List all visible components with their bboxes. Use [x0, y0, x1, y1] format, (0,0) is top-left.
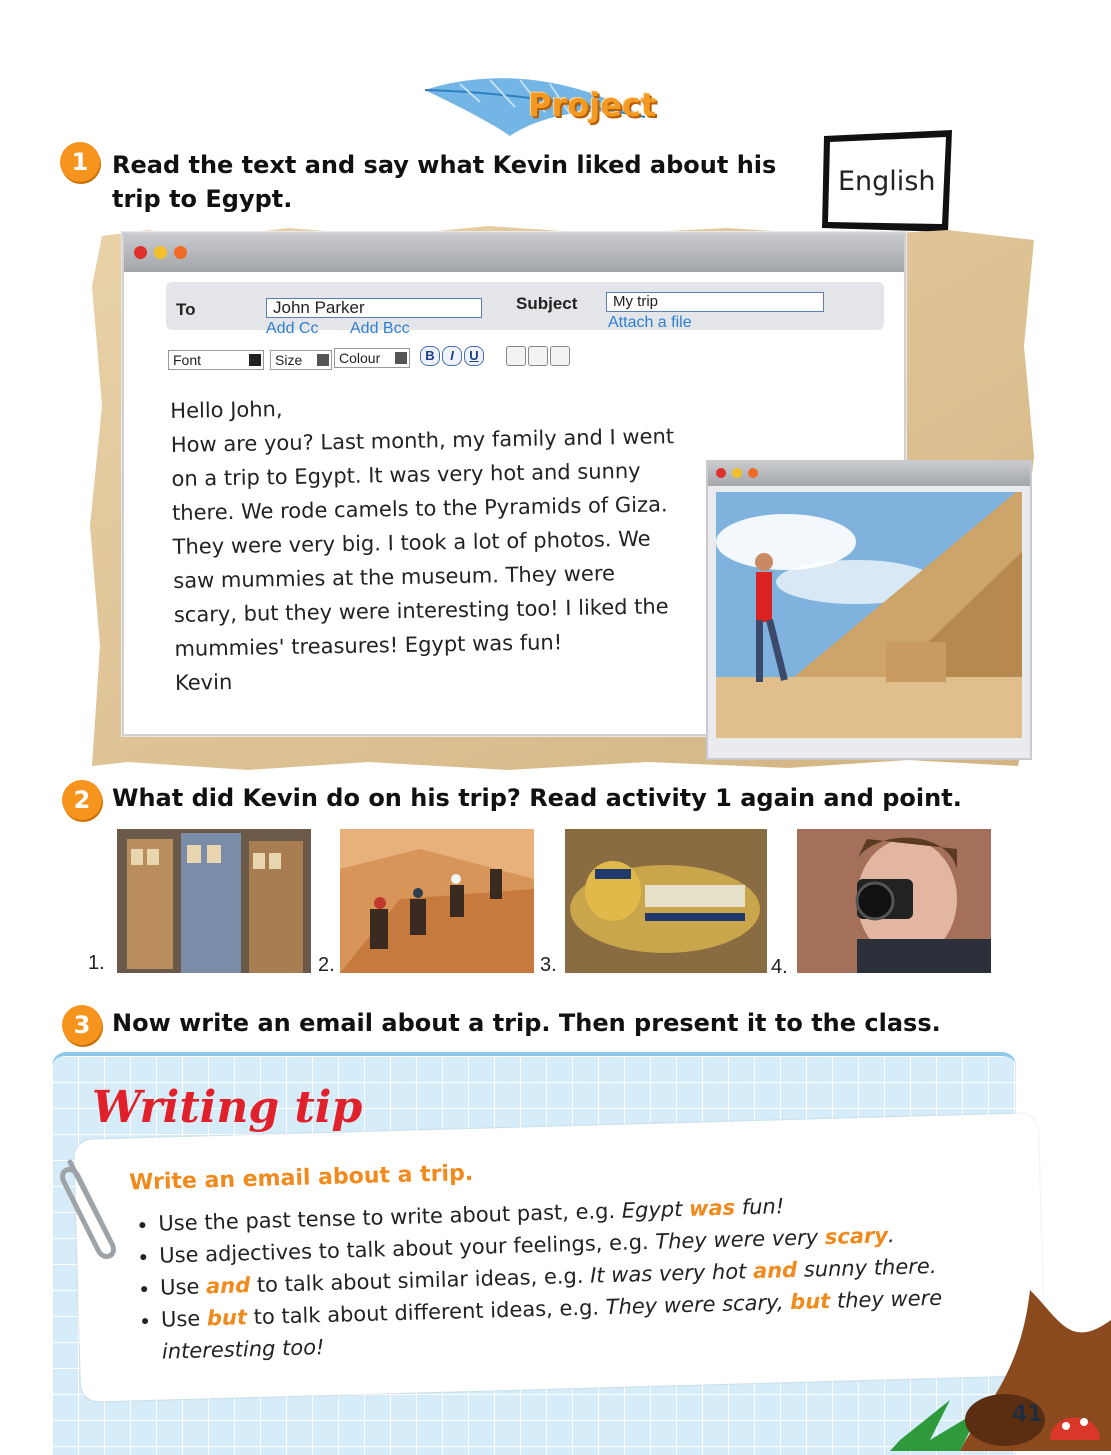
- subject-label: Subject: [516, 294, 578, 313]
- add-bcc-link[interactable]: Add Bcc: [350, 320, 410, 337]
- tip-example: They were very: [654, 1225, 826, 1254]
- size-select-label: Size: [275, 352, 303, 368]
- instruction-line: trip to Egypt.: [112, 185, 293, 213]
- email-line: Kevin: [174, 669, 233, 695]
- italic-button[interactable]: I: [442, 346, 462, 366]
- to-label: To: [176, 300, 196, 319]
- tip-highlight: but: [206, 1305, 248, 1331]
- underline-button[interactable]: U: [464, 346, 484, 366]
- tip-text: to talk about different ideas, e.g.: [246, 1295, 607, 1330]
- writing-tip-list: [134, 1184, 1022, 1369]
- font-select-label: Font: [173, 352, 202, 368]
- dropdown-icon: [317, 354, 329, 366]
- email-header-panel: [166, 282, 884, 337]
- bold-button[interactable]: B: [420, 346, 440, 366]
- close-window-icon[interactable]: [134, 246, 147, 259]
- window-titlebar: [124, 234, 904, 272]
- tip-highlight: and: [205, 1273, 251, 1299]
- align-left-icon[interactable]: [506, 346, 526, 366]
- dropdown-icon: [249, 354, 261, 366]
- add-cc-link[interactable]: Add Cc: [266, 320, 319, 337]
- activity-instruction: [112, 148, 776, 216]
- photo-number: 2.: [318, 954, 335, 976]
- page-title: Project: [528, 86, 657, 124]
- tip-example: .: [887, 1223, 895, 1248]
- activity-number-badge: 2: [62, 780, 102, 820]
- colour-select-label: Colour: [339, 350, 381, 366]
- tip-highlight: and: [752, 1257, 798, 1284]
- dropdown-icon: [395, 352, 407, 364]
- pyramid-photo: [716, 492, 1022, 738]
- photo-attachment-window: [706, 460, 1032, 760]
- tip-highlight: scary: [824, 1223, 889, 1250]
- boy-with-camera-photo[interactable]: [797, 829, 991, 973]
- tip-highlight: but: [789, 1288, 831, 1315]
- to-field[interactable]: John Parker: [266, 298, 482, 318]
- photo-number: 1.: [88, 952, 105, 974]
- email-body[interactable]: [170, 385, 695, 700]
- minimize-window-icon[interactable]: [732, 468, 742, 478]
- maximize-window-icon[interactable]: [748, 468, 758, 478]
- tip-example: fun!: [734, 1194, 785, 1220]
- tree-stump-icon: [890, 1290, 1111, 1451]
- activity-number-badge: 3: [62, 1005, 102, 1045]
- subject-field[interactable]: My trip: [606, 292, 824, 312]
- tip-text: Use the past tense to write about past, e.g.: [158, 1198, 623, 1236]
- postcard-rack-photo[interactable]: [117, 829, 311, 973]
- maximize-window-icon[interactable]: [174, 246, 187, 259]
- instruction-line: Read the text and say what Kevin liked about his: [112, 151, 777, 179]
- email-line: there. We rode camels to the Pyramids of Giza.: [171, 492, 668, 525]
- tip-example: sunny there.: [796, 1253, 937, 1282]
- font-select[interactable]: [168, 350, 264, 370]
- golden-sarcophagus-photo[interactable]: [565, 829, 767, 973]
- tip-text: Use: [159, 1274, 207, 1300]
- tip-example: they were interesting too!: [161, 1285, 943, 1364]
- email-line: They were very big. I took a lot of photos. We: [172, 526, 651, 559]
- window-titlebar: [708, 462, 1030, 486]
- activity-instruction: Now write an email about a trip. Then present it to the class.: [112, 1009, 941, 1037]
- close-window-icon[interactable]: [716, 468, 726, 478]
- paperclip-icon: [50, 1152, 130, 1262]
- photo-number: 3.: [540, 954, 557, 976]
- align-right-icon[interactable]: [550, 346, 570, 366]
- email-line: on a trip to Egypt. It was very hot and sunny: [171, 458, 641, 491]
- email-line: saw mummies at the museum. They were: [173, 561, 616, 593]
- attach-file-link[interactable]: Attach a file: [608, 314, 692, 331]
- writing-tip-title: Writing tip: [92, 1082, 363, 1133]
- photo-number: 4.: [771, 956, 788, 978]
- writing-tip-subtitle: Write an email about a trip.: [128, 1160, 474, 1196]
- tip-example: It was very hot: [589, 1259, 754, 1288]
- email-line: mummies' treasures! Egypt was fun!: [174, 630, 563, 661]
- activity-instruction: What did Kevin do on his trip? Read activity 1 again and point.: [112, 784, 962, 812]
- monitor-screen-text: English: [838, 166, 936, 197]
- activity-number-badge: 1: [60, 142, 100, 182]
- email-line: scary, but they were interesting too! I liked the: [173, 594, 669, 627]
- size-select[interactable]: [270, 350, 332, 370]
- tip-example: Egypt: [621, 1196, 690, 1223]
- tip-text: Use adjectives to talk about your feelings, e.g.: [158, 1229, 656, 1268]
- page-number: 41: [1012, 1402, 1043, 1427]
- align-center-icon[interactable]: [528, 346, 548, 366]
- tip-example: They were scary,: [605, 1290, 791, 1320]
- camel-caravan-photo[interactable]: [340, 829, 534, 973]
- minimize-window-icon[interactable]: [154, 246, 167, 259]
- tip-highlight: was: [688, 1195, 736, 1221]
- colour-select[interactable]: [334, 348, 410, 368]
- email-line: Hello John,: [170, 397, 283, 423]
- email-line: How are you? Last month, my family and I went: [170, 424, 675, 457]
- tip-text: Use: [160, 1306, 208, 1332]
- tip-text: to talk about similar ideas, e.g.: [249, 1263, 591, 1298]
